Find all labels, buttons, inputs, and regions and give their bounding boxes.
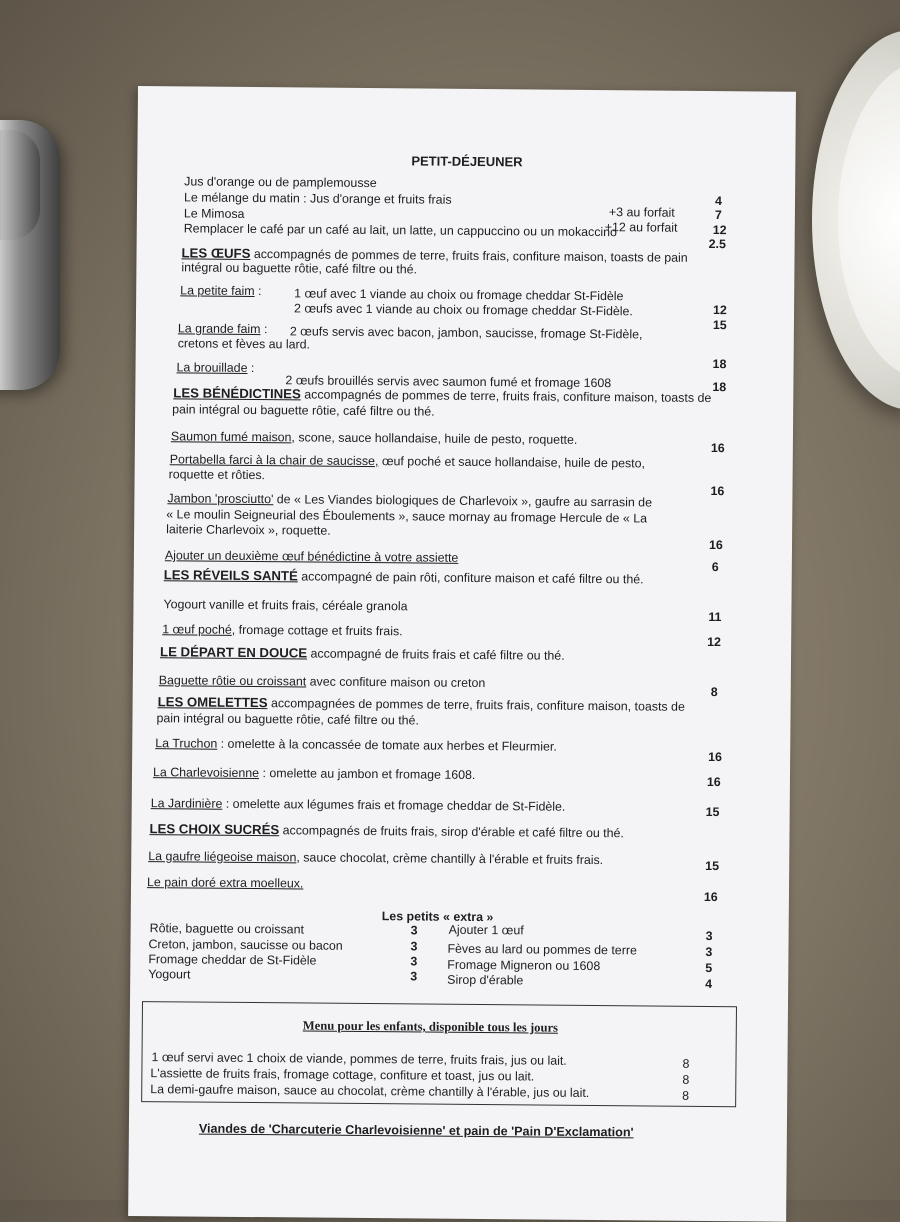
section-sucres — [149, 822, 623, 840]
item-pain-dore: Le pain doré extra moelleux. — [146, 875, 304, 891]
item-desc-2: « Le moulin Seigneurial des Éboulements », sauce mornay au fromage Hercule de « La — [166, 507, 648, 526]
price: 8 — [710, 685, 718, 700]
item-grande-faim — [178, 321, 268, 336]
intro-line: Jus d'orange ou de pamplemousse — [184, 174, 377, 191]
section-heading: LES RÉVEILS SANTÉ — [163, 567, 298, 584]
section-desc-2: pain intégral ou baguette rôtie, café filtre ou thé. — [156, 711, 419, 728]
item-name: La petite faim — [180, 283, 255, 299]
item-desc: cretons et fèves au lard. — [177, 336, 311, 352]
extra-item: Creton, jambon, saucisse ou bacon — [148, 937, 343, 953]
kids-item: La demi-gaufre maison, sauce au chocolat, crème chantilly à l'érable, jus ou lait. — [150, 1082, 590, 1100]
item-desc: 1 œuf avec 1 viande au choix ou fromage cheddar St-Fidèle — [294, 286, 624, 304]
item-desc-2: roquette et rôties. — [168, 467, 266, 483]
intro-line: Remplacer le café par un café au lait, un latte, un cappuccino ou un mokaccino — [183, 221, 618, 240]
item-baguette — [159, 673, 486, 690]
section-heading: LES OMELETTES — [157, 694, 268, 711]
item-petite-faim — [180, 283, 261, 298]
kids-menu-heading: Menu pour les enfants, disponible tous les jours — [302, 1018, 559, 1035]
price: 15 — [705, 804, 720, 820]
price: 15 — [705, 858, 720, 874]
separator: : — [260, 322, 268, 337]
item-desc-3: laiterie Charlevoix », roquette. — [166, 522, 331, 538]
item-name: La Charlevoisienne — [152, 765, 260, 781]
section-desc: accompagnés de pommes de terre, fruits frais, confiture maison, toasts de — [304, 387, 712, 406]
item-name: La brouillade — [176, 360, 248, 375]
extra-item: Rôtie, baguette ou croissant — [149, 921, 305, 937]
footer-note: Viandes de 'Charcuterie Charlevoisienne' et pain de 'Pain D'Exclamation' — [198, 1121, 634, 1140]
item-name: La Truchon — [155, 736, 218, 751]
shaker-cap — [0, 130, 40, 240]
section-desc: accompagné de fruits frais et café filtre ou thé. — [310, 646, 565, 663]
item-name: Portabella farci à la chair de saucisse, — [169, 452, 379, 469]
section-reveils — [164, 568, 644, 586]
price: 7 — [714, 208, 722, 223]
section-desc: accompagnées de pommes de terre, fruits frais, confiture maison, toasts de — [270, 696, 685, 714]
price: 16 — [710, 484, 725, 499]
forfait-note: +3 au forfait — [608, 205, 675, 220]
item-desc: , sauce chocolat, crème chantilly à l'érable et fruits frais. — [296, 850, 604, 868]
item-jambon — [167, 491, 652, 509]
item-name: La grande faim — [177, 321, 261, 337]
section-heading: LE DÉPART EN DOUCE — [159, 644, 308, 661]
item-name: Baguette rôtie ou croissant — [158, 673, 307, 689]
item-yogourt: Yogourt vanille et fruits frais, céréale granola — [163, 597, 408, 614]
item-jardiniere — [151, 796, 566, 814]
separator: : — [247, 360, 255, 376]
item-saumon — [171, 429, 578, 447]
section-heading: LES CHOIX SUCRÉS — [149, 821, 280, 838]
item-desc: avec confiture maison ou creton — [306, 674, 486, 691]
price: 3 — [705, 944, 713, 960]
item-desc: œuf poché et sauce hollandaise, huile de pesto, — [378, 454, 646, 471]
extra-item: Ajouter 1 œuf — [448, 922, 524, 938]
item-charlevoisienne — [153, 765, 475, 782]
extra-item: Fromage cheddar de St-Fidèle — [148, 952, 317, 968]
price: 18 — [712, 357, 727, 372]
section-desc-2: intégral ou baguette rôtie, café filtre ou thé. — [181, 260, 418, 277]
menu-sheet — [128, 86, 796, 1222]
price: 3 — [705, 928, 713, 944]
price: 4 — [714, 194, 722, 209]
item-desc: : omelette aux légumes frais et fromage cheddar de St-Fidèle. — [222, 796, 566, 814]
price: 2.5 — [708, 236, 726, 252]
item-ajout-oeuf: Ajouter un deuxième œuf bénédictine à votre assiette — [164, 548, 459, 565]
section-desc-2: pain intégral ou baguette rôtie, café filtre ou thé. — [172, 402, 435, 419]
page-title: PETIT-DÉJEUNER — [411, 153, 523, 170]
price: 12 — [713, 303, 727, 318]
section-heading: LES BÉNÉDICTINES — [173, 385, 301, 402]
section-desc: accompagné de pain rôti, confiture maison et café filtre ou thé. — [301, 569, 644, 587]
price: 8 — [682, 1088, 690, 1103]
section-desc: accompagnés de pommes de terre, fruits frais, confiture maison, toasts de pain — [253, 247, 688, 265]
item-oeuf-poche — [162, 622, 402, 638]
section-heading: LES ŒUFS — [181, 245, 251, 261]
item-name: La gaufre liégeoise maison — [148, 849, 297, 865]
price: 3 — [410, 939, 418, 954]
item-name: La Jardinière — [150, 796, 223, 811]
item-name: Jambon 'prosciutto' — [167, 491, 274, 507]
extra-item: Fromage Migneron ou 1608 — [447, 957, 601, 974]
item-truchon — [155, 736, 557, 754]
price: 8 — [682, 1056, 690, 1071]
price: 8 — [682, 1072, 690, 1087]
section-depart — [160, 645, 565, 663]
price: 6 — [711, 560, 719, 575]
item-desc: de « Les Viandes biologiques de Charlevoix », gaufre au sarrasin de — [273, 492, 653, 510]
item-desc: 2 œufs brouillés servis avec saumon fumé et fromage 1608 — [285, 373, 612, 391]
item-desc: 2 œufs avec 1 viande au choix ou fromage cheddar St-Fidèle. — [294, 301, 633, 319]
price: 3 — [410, 954, 418, 969]
price: 4 — [705, 976, 713, 992]
item-desc: , fromage cottage et fruits frais. — [231, 622, 403, 639]
price: 16 — [708, 538, 723, 553]
extra-item: Sirop d'érable — [447, 972, 524, 988]
section-desc: accompagnés de fruits frais, sirop d'érable et café filtre ou thé. — [282, 823, 624, 841]
price: 5 — [705, 960, 713, 976]
price: 3 — [410, 923, 418, 938]
item-brouillade — [176, 360, 254, 375]
extra-item: Fèves au lard ou pommes de terre — [447, 941, 637, 958]
extra-item: Yogourt — [148, 967, 191, 982]
price: 16 — [706, 774, 721, 790]
price: 15 — [712, 318, 727, 333]
price: 18 — [712, 380, 727, 395]
extras-heading: Les petits « extra » — [381, 909, 494, 925]
price: 16 — [703, 889, 718, 905]
intro-line: Le Mimosa — [183, 206, 245, 221]
price: 12 — [707, 634, 722, 650]
item-name: Saumon fumé maison — [170, 429, 292, 445]
item-desc: 2 œufs servis avec bacon, jambon, saucisse, fromage St-Fidèle, — [289, 324, 643, 342]
intro-line: Le mélange du matin : Jus d'orange et fruits frais — [183, 190, 452, 207]
item-desc: : omelette à la concassée de tomate aux herbes et Fleurmier. — [217, 736, 557, 754]
forfait-note: +12 au forfait — [604, 220, 678, 235]
item-gaufre — [148, 849, 603, 867]
price: 3 — [410, 969, 418, 984]
separator: : — [254, 284, 262, 299]
price: 11 — [708, 609, 722, 625]
item-name: 1 œuf poché — [162, 622, 232, 637]
price: 12 — [712, 223, 727, 238]
price: 16 — [708, 750, 723, 765]
item-desc: , scone, sauce hollandaise, huile de pesto, roquette. — [291, 430, 578, 447]
kids-item: L'assiette de fruits frais, fromage cottage, confiture et toast, jus ou lait. — [150, 1066, 535, 1084]
item-desc: : omelette au jambon et fromage 1608. — [259, 766, 476, 782]
price: 16 — [710, 441, 725, 456]
kids-item: 1 œuf servi avec 1 choix de viande, pommes de terre, fruits frais, jus ou lait. — [151, 1050, 567, 1068]
